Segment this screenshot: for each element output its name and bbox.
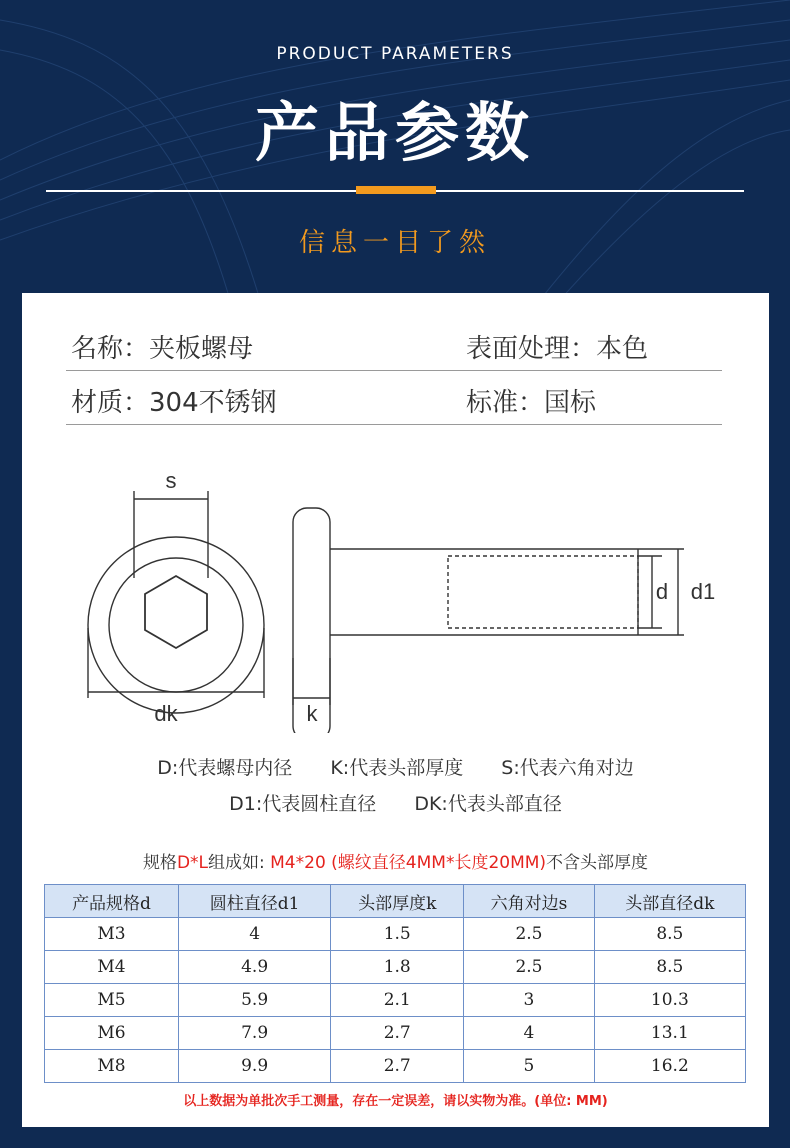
table-cell: 1.8: [331, 951, 464, 984]
header-d1: 圆柱直径d1: [179, 885, 331, 918]
en-title: PRODUCT PARAMETERS: [276, 44, 514, 64]
info-row-2: [66, 370, 722, 425]
table-cell: 2.5: [464, 918, 594, 951]
table-cell: M8: [45, 1050, 179, 1083]
spec-suffix: 不含头部厚度: [546, 853, 649, 873]
table-cell: 1.5: [331, 918, 464, 951]
material: 材质：304不锈钢: [71, 388, 277, 418]
label-dk: dk: [154, 701, 178, 726]
legend-d: D:代表螺母内径: [157, 757, 293, 779]
label-d1: d1: [690, 579, 716, 604]
standard: 标准：国标: [466, 388, 597, 418]
label-k: k: [306, 701, 318, 726]
table-cell: M3: [45, 918, 179, 951]
surface-treatment: 表面处理：本色: [466, 334, 649, 364]
legend-row-1: [22, 753, 769, 780]
table-row: [45, 951, 746, 984]
table-cell: 5.9: [179, 984, 331, 1017]
table-cell: 8.5: [594, 951, 745, 984]
spec-note: [22, 848, 769, 873]
page-title: 产品参数: [255, 97, 535, 171]
header-k: 头部厚度k: [331, 885, 464, 918]
table-cell: M6: [45, 1017, 179, 1050]
table-row: [45, 1050, 746, 1083]
table-cell: 13.1: [594, 1017, 745, 1050]
header-s: 六角对边s: [464, 885, 594, 918]
parameter-card: [22, 293, 769, 1127]
label-s: s: [165, 468, 177, 493]
table-cell: 5: [464, 1050, 594, 1083]
table-cell: 10.3: [594, 984, 745, 1017]
header-dk: 头部直径dk: [594, 885, 745, 918]
legend-s: S:代表六角对边: [501, 757, 634, 779]
table-cell: 8.5: [594, 918, 745, 951]
table-row: [45, 1017, 746, 1050]
table-cell: 4: [179, 918, 331, 951]
legend-k: K:代表头部厚度: [330, 757, 464, 779]
measurement-disclaimer: 以上数据为单批次手工测量，存在一定误差，请以实物为准。(单位: MM): [183, 1094, 608, 1109]
table-cell: 4.9: [179, 951, 331, 984]
spec-mid: 组成如:: [208, 853, 271, 873]
spec-dl: D*L: [176, 853, 208, 873]
parameter-table: [44, 884, 746, 1083]
spec-example: M4*20 (螺纹直径4MM*长度20MM): [270, 853, 547, 873]
table-cell: 2.7: [331, 1017, 464, 1050]
legend-d1: D1:代表圆柱直径: [229, 793, 377, 815]
table-cell: 2.1: [331, 984, 464, 1017]
table-header-row: [45, 885, 746, 918]
table-cell: 2.5: [464, 951, 594, 984]
table-cell: 9.9: [179, 1050, 331, 1083]
product-name: 名称：夹板螺母: [71, 334, 254, 364]
info-row-1: [66, 316, 722, 371]
table-cell: 16.2: [594, 1050, 745, 1083]
table-cell: 2.7: [331, 1050, 464, 1083]
legend-dk: DK:代表头部直径: [414, 793, 562, 815]
table-cell: M5: [45, 984, 179, 1017]
divider-accent: [356, 186, 436, 194]
table-cell: M4: [45, 951, 179, 984]
spec-prefix: 规格: [142, 853, 177, 873]
table-cell: 4: [464, 1017, 594, 1050]
table-cell: 3: [464, 984, 594, 1017]
header-spec: 产品规格d: [45, 885, 179, 918]
table-cell: 7.9: [179, 1017, 331, 1050]
table-row: [45, 984, 746, 1017]
label-d: d: [655, 579, 669, 604]
technical-drawing: [22, 443, 769, 733]
subtitle: 信息一目了然: [298, 228, 491, 258]
legend-row-2: [22, 789, 769, 816]
table-row: [45, 918, 746, 951]
